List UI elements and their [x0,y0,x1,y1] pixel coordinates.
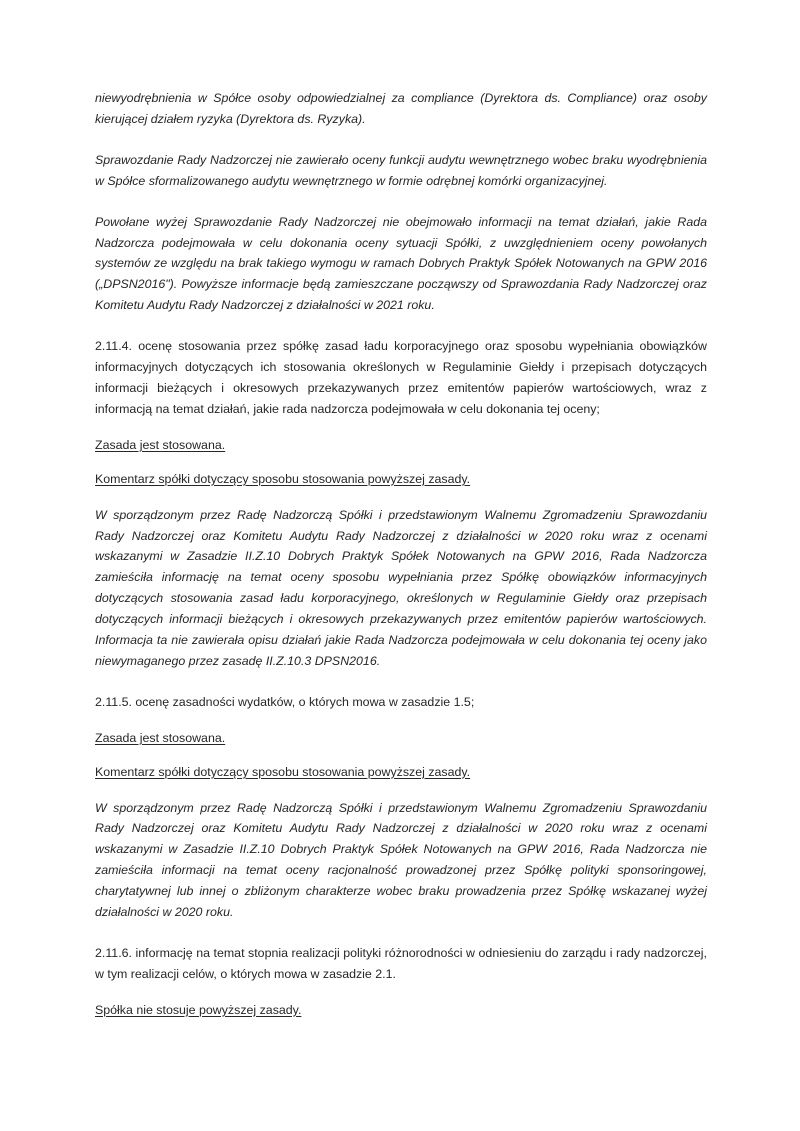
paragraph-spacer [95,923,707,943]
clause-2-11-6: 2.11.6. informację na temat stopnia realizacji polityki różnorodności w odniesieniu do zarządu i rady nadzorczej, w tym realizacji celów, o których mowa w zasadzie 2.1. [95,946,707,981]
document-body [95,88,707,1021]
clause-2-11-4: 2.11.4. ocenę stosowania przez spółkę zasad ładu korporacyjnego oraz sposobu wypełniania obowiązków informacyjnych dotyczących ich stosowania określonych w Regulaminie Giełdy i przepisach dotyczących informacji bieżących i okresowych przekazywanych przez emitentów papierów wartościowych, wraz z informacją na temat działań, jakie rada nadzorcza podejmowała w celu dokonania tej oceny; [95,339,707,416]
paragraph-spacer [95,420,707,435]
heading-principle-not-applied: Spółka nie stosuje powyższej zasady. [95,1002,302,1017]
paragraph-internal-audit-report: Sprawozdanie Rady Nadzorczej nie zawierało oceny funkcji audytu wewnętrznego wobec braku wyodrębnienia w Spółce sformalizowanego audytu wewnętrznego w formie odrębnej komórki organizacyjnej. [95,152,707,188]
paragraph-spacer [95,456,707,469]
heading-principle-applied-2: Zasada jest stosowana. [95,730,226,745]
paragraph-spacer [95,783,707,798]
paragraph-spacer [95,749,707,762]
heading-company-comment-2: Komentarz spółki dotyczący sposobu stosowania powyższej zasady. [95,764,471,779]
paragraph-spacer [95,713,707,728]
paragraph-spacer [95,192,707,212]
heading-principle-applied-1: Zasada jest stosowana. [95,437,226,452]
paragraph-spacer [95,672,707,692]
paragraph-spacer [95,130,707,150]
comment-body-2-11-5: W sporządzonym przez Radę Nadzorczą Spółki i przedstawionym Walnemu Zgromadzeniu Sprawozdaniu Rady Nadzorczej oraz Komitetu Audytu Rady Nadzorczej z działalności w 2020 roku wraz z ocenami wskazanymi w Zasadzie II.Z.10 Dobrych Praktyk Spółek Notowanych na GPW 2016, Rada Nadzorcza nie zamieściła informacji na temat oceny racjonalność prowadzonej przez Spółkę polityki sponsoringowej, charytatywnej lub innej o zbliżonym charakterze wobec braku prowadzenia przez Spółkę wskazanej wyżej działalności w 2020 roku. [95,800,707,920]
clause-2-11-5: 2.11.5. ocenę zasadności wydatków, o których mowa w zasadzie 1.5; [95,694,475,709]
paragraph-spacer [95,316,707,336]
comment-body-2-11-4: W sporządzonym przez Radę Nadzorczą Spółki i przedstawionym Walnemu Zgromadzeniu Sprawozdaniu Rady Nadzorczej oraz Komitetu Audytu Rady Nadzorczej z działalności w 2020 roku wraz z ocenami wskazanymi w Zasadzie II.Z.10 Dobrych Praktyk Spółek Notowanych na GPW 2016, Rada Nadzorcza zamieściła informację na temat oceny sposobu wypełniania przez Spółkę obowiązków informacyjnych dotyczących stosowania zasad ładu korporacyjnego, określonych w Regulaminie Giełdy oraz przepisach dotyczących informacji bieżących i okresowych przekazywanych przez emitentów papierów wartościowych. Informacja ta nie zawierała opisu działań jakie Rada Nadzorcza podejmowała w celu dokonania tej oceny jako niewymaganego przez zasadę II.Z.10.3 DPSN2016. [95,507,707,668]
paragraph-compliance-officer: niewyodrębnienia w Spółce osoby odpowiedzialnej za compliance (Dyrektora ds. Compliance) oraz osoby kierującej działem ryzyka (Dyrektora ds. Ryzyka). [95,91,707,126]
heading-company-comment-1: Komentarz spółki dotyczący sposobu stosowania powyższej zasady. [95,471,471,486]
paragraph-spacer [95,490,707,505]
paragraph-supervisory-board-report: Powołane wyżej Sprawozdanie Rady Nadzorczej nie obejmowało informacji na temat działań, jakie Rada Nadzorcza podejmowała w celu dokonania oceny sytuacji Spółki, z uwzględnieniem oceny powołanych systemów ze względu na brak takiego wymogu w ramach Dobrych Praktyk Spółek Notowanych na GPW 2016 („DPSN2016"). Powyższe informacje będą zamieszczane począwszy od Sprawozdania Rady Nadzorczej oraz Komitetu Audytu Rady Nadzorczej z działalności w 2021 roku. [95,214,707,313]
paragraph-spacer [95,985,707,1000]
